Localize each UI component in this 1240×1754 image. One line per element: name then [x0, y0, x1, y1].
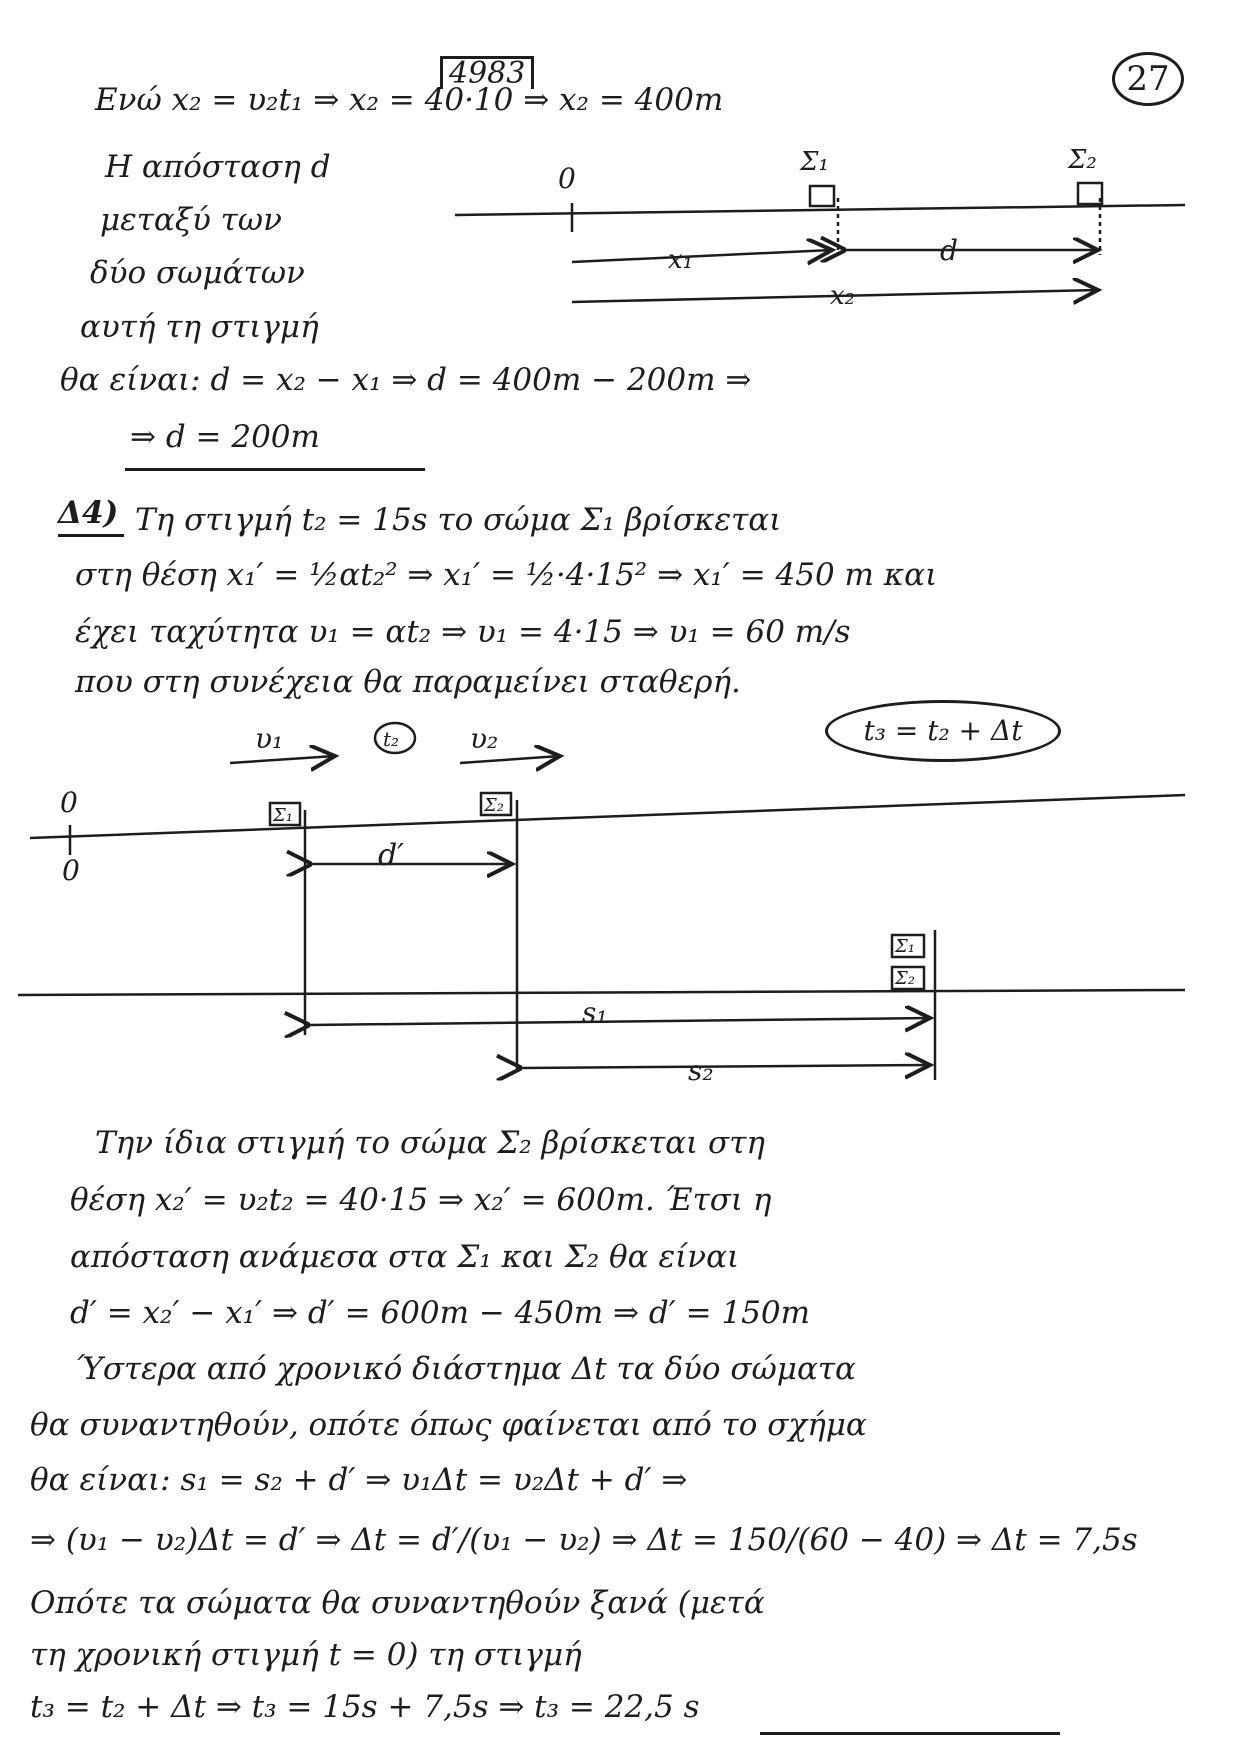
page-number-badge: 27	[1112, 52, 1184, 106]
diagram-1	[455, 183, 1185, 302]
text-line: δύο σωμάτων	[90, 255, 305, 291]
t3-note: t₃ = t₂ + Δt	[825, 700, 1061, 762]
final-result: t₃ = t₂ + Δt ⇒ t₃ = 15s + 7,5s ⇒ t₃ = 22,5 s	[30, 1689, 700, 1725]
diagram2-origin-low-label: 0	[62, 854, 80, 887]
text-line: έχει ταχύτητα υ₁ = αt₂ ⇒ υ₁ = 4·15 ⇒ υ₁ = 60 m/s	[75, 614, 851, 650]
diagram2-s2-label: s₂	[688, 1054, 714, 1087]
diagram2-body2-top-label: Σ₂	[484, 795, 504, 816]
text-line: ⇒ (υ₁ − υ₂)Δt = d′ ⇒ Δt = d′/(υ₁ − υ₂) ⇒ Δt = 150/(60 − 40) ⇒ Δt = 7,5s	[30, 1522, 1138, 1558]
equation-x2: Ενώ x₂ = υ₂t₁ ⇒ x₂ = 40·10 ⇒ x₂ = 400m	[95, 82, 724, 118]
text-line: Η απόσταση d	[105, 149, 331, 185]
diagram2-v2-label: υ₂	[470, 722, 499, 755]
text-line: που στη συνέχεια θα παραμείνει σταθερή.	[75, 664, 741, 700]
arrow-s1	[310, 1018, 930, 1025]
body-sigma2-box	[1078, 183, 1102, 204]
arrow-x1	[572, 250, 832, 262]
diagram2-t2-label: t₂	[383, 727, 400, 751]
arrow-v2	[460, 756, 560, 763]
diagram1-origin-label: 0	[558, 162, 576, 195]
diagram2-v1-label: υ₁	[255, 722, 284, 755]
arrow-s2	[522, 1065, 930, 1068]
text-line: στη θέση x₁′ = ½αt₂² ⇒ x₁′ = ½·4·15² ⇒ x₁′ = 450 m και	[75, 557, 938, 593]
diagram2-origin-label: 0	[60, 786, 78, 819]
text-line: απόσταση ανάμεσα στα Σ₁ και Σ₂ θα είναι	[70, 1239, 740, 1275]
section-label: Δ4)	[58, 495, 119, 531]
text-line: Ύστερα από χρονικό διάστημα Δt τα δύο σώματα	[75, 1351, 856, 1387]
final-result-underline	[760, 1732, 1060, 1735]
text-line: Την ίδια στιγμή το σώμα Σ₂ βρίσκεται στη	[95, 1125, 765, 1161]
text-line: μεταξύ των	[100, 202, 282, 238]
text-line: θα συναντηθούν, οπότε όπως φαίνεται από το σχήμα	[30, 1407, 867, 1443]
axis-line-bottom	[18, 990, 1185, 995]
axis-line-top	[30, 795, 1185, 838]
diagram2-body1-top-label: Σ₁	[273, 805, 293, 826]
text-line: θα είναι: s₁ = s₂ + d′ ⇒ υ₁Δt = υ₂Δt + d′ ⇒	[30, 1462, 688, 1498]
result-d: ⇒ d = 200m	[130, 419, 320, 455]
diagram1-body1-label: Σ₁	[800, 147, 829, 177]
diagram2-s1-label: s₁	[582, 996, 608, 1029]
arrow-v1	[230, 756, 335, 763]
body-sigma1-box	[810, 186, 834, 206]
diagram2-body1-bottom-label: Σ₁	[895, 936, 915, 957]
diagram2-dprime-label: d′	[378, 838, 405, 873]
equation-d: θα είναι: d = x₂ − x₁ ⇒ d = 400m − 200m ⇒	[60, 362, 752, 398]
text-line: θέση x₂′ = υ₂t₂ = 40·15 ⇒ x₂′ = 600m. Έτσι η	[70, 1182, 772, 1218]
text-line: Οπότε τα σώματα θα συναντηθούν ξανά (μετά	[30, 1585, 765, 1621]
diagram2-body2-bottom-label: Σ₂	[895, 968, 915, 989]
diagram1-d-label: d	[940, 234, 958, 267]
text-line: Τη στιγμή t₂ = 15s το σώμα Σ₁ βρίσκεται	[135, 502, 782, 538]
diagram1-x2-label: x₂	[830, 281, 856, 311]
text-line: αυτή τη στιγμή	[80, 309, 319, 345]
note-number: 4983	[440, 56, 534, 89]
diagram1-x1-label: x₁	[668, 245, 694, 275]
text-line: d′ = x₂′ − x₁′ ⇒ d′ = 600m − 450m ⇒ d′ = 150m	[70, 1295, 811, 1331]
text-line: τη χρονική στιγμή t = 0) τη στιγμή	[30, 1637, 582, 1673]
diagram1-body2-label: Σ₂	[1068, 145, 1097, 175]
